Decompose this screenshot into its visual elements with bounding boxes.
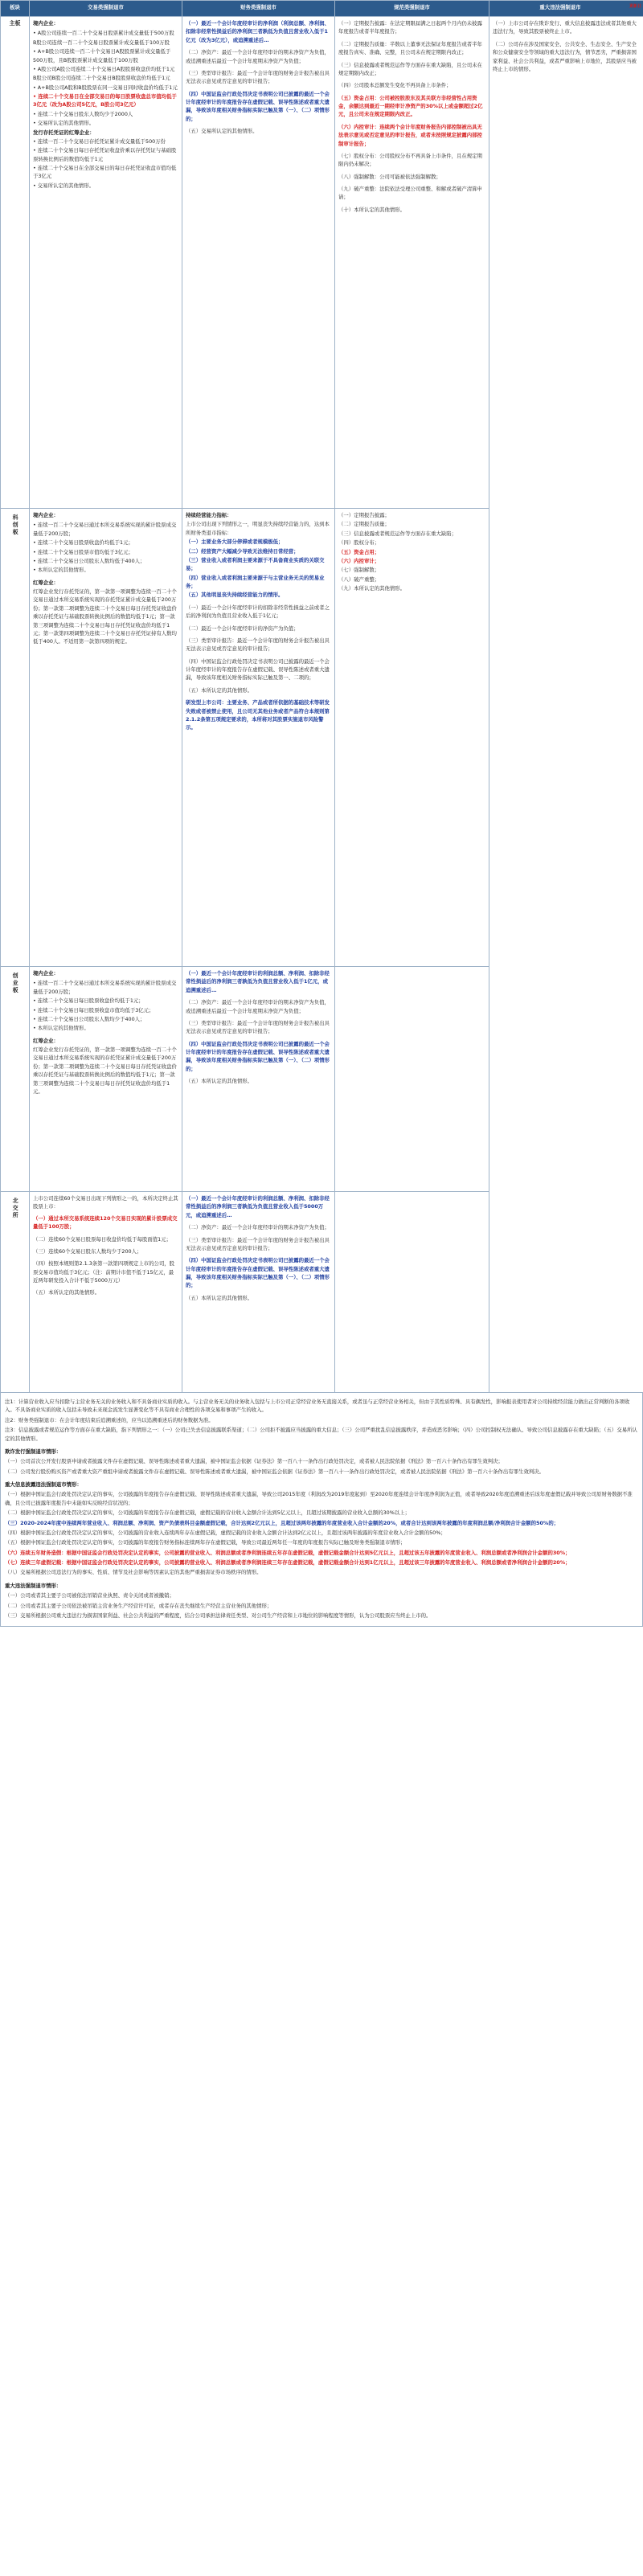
- star-standard-item: （七）强制解散；: [338, 567, 380, 574]
- row-main-board: [1, 17, 643, 509]
- disclosure-item: （七）连续三年虚假记载：根据中国证监会行政处罚决定认定的事实，公司披露的营业收入、利润总额或者净利润连续三年存在虚假记载，虚假记载金额合计达到1亿元以上，且超过该三年披露的年度营业收入、利润总额或者净利润合计金额的20%；: [5, 1559, 571, 1566]
- disclosure-heading: 重大信息披露违法强制退市情形：: [5, 1481, 82, 1488]
- main-standard-item: （七）股权分布：公司股权分布不再具备上市条件，且在规定期限内仍未解决；: [338, 152, 482, 168]
- update-stamp: 更新日: [629, 4, 641, 9]
- fraud-heading: 欺诈发行强制退市情形：: [5, 1448, 62, 1455]
- main-trading-item: • 连续二十个交易日股东人数均少于2000人: [33, 110, 133, 117]
- star-financial-item: （一）最近一个会计年度经审计的扣除非经常性损益之前或者之后的净利润为负值且营业收入低于1亿元；: [186, 604, 330, 620]
- star-financial-item: （三）营业收入或者利润主要来源于不具备商业实质的关联交易；: [186, 556, 325, 572]
- main-trading-item: • 交易所认定的其他情形。: [33, 120, 95, 127]
- disclosure-item: （二）根据中国证监会行政处罚决定认定的事实，公司披露的年度报告存在虚假记载，虚假记载的营业收入金额合计达到5亿元以上，且超过该期披露的营业收入总额的30%以上；: [5, 1509, 410, 1517]
- bse-financial-cell: [182, 1192, 335, 1393]
- main-standard-cell: [335, 17, 489, 509]
- main-trading-item: B股公司连续一百二十个交易日股票累计成交量低于100万股: [33, 39, 170, 46]
- main-trading-subheading: 发行存托凭证的红筹企业：: [33, 129, 95, 136]
- gem-standard-cell: [335, 967, 489, 1192]
- star-financial-item: （二）经营资产大幅减少导致无法维持日常经营；: [186, 547, 299, 555]
- bse-trading-item: （三）连续60个交易日股东人数均少于200人；: [33, 1247, 142, 1255]
- header-violation: 重大违法强制退市 更新日: [489, 1, 643, 17]
- disclosure-item: （三）2020-2024年度中连续两年营业收入、利润总额、净利润、资产负债表科目金额虚假记载，合计达到2亿元以上，且超过该两年披露的年度营业收入合计金额的20%，或者合计达到该两年披露的年度利润总额/净利润合计金额的50%的；: [5, 1519, 559, 1526]
- star-trading-item: • 连续二十个交易日股票市值均低于3亿元；: [33, 548, 133, 555]
- gem-trading-item: 红筹企业发行存托凭证的，第一款第一项调整为连续一百二十个交易日通过本所交易系统实现的存托凭证累计成交量低于200万份；第一款第二项调整为连续二十个交易日每日存托凭证收盘价乘以存托凭证与基础股票转换比例后的数值均低于1元；第一款第三项调整为连续二十个交易日每日存托凭证收盘价均低于1元。: [33, 1046, 177, 1095]
- main-trading-item: • 连续一百二十个交易日存托凭证累计成交量低于500万份: [33, 137, 166, 145]
- bse-trading-item: （五）本所认定的其他情形。: [33, 1289, 100, 1296]
- main-standard-item: （五）资金占用：公司被控股股东及其关联方非经营性占用资金，余额达到最近一期经审计净资产的30%以上或金额超过2亿元，且公司未在规定期限内改正。: [338, 94, 483, 118]
- bse-financial-item: （一）最近一个会计年度经审计的利润总额、净利润、扣除非经常性损益后的净利润三者孰低为负值且营业收入低于5000万元，或追溯重述后…: [186, 1195, 330, 1218]
- main-standard-item: （十）本所认定的其他情形。: [338, 206, 406, 213]
- main-trading-item: • A+B股公司A股和B股股票在同一交易日同时收盘价均低于1元: [33, 84, 178, 91]
- gem-trading-caption: 境内企业：: [33, 970, 59, 977]
- main-trading-item: • 交易所认定的其他情形。: [33, 182, 95, 189]
- table-header-row: [1, 1, 643, 17]
- star-financial-item: （三）类型审计报告：最近一个会计年度的财务会计报告被出具无法表示意见或否定意见的审计报告；: [186, 637, 330, 653]
- disclosure-item: （五）根据中国证监会行政处罚决定认定的事实，公司披露的年度报告财务指标连续两年存在虚假记载，导致公司最近两年任一年度的年度报告实际已触及财务类强制退市情形；: [5, 1539, 406, 1546]
- gem-financial-cell: [182, 967, 335, 1192]
- disclosure-item: （四）根据中国证监会行政处罚决定认定的事实，公司披露的营业收入连续两年存在虚假记载，虚假记载的营业收入金额合计达到2亿元以上，且超过该两年披露的年度营业收入合计金额的50%；: [5, 1529, 446, 1536]
- bse-trading-cell: [30, 1192, 182, 1393]
- main-trading-item: • A股公司A股公司连续二十个交易日A股股票收盘价均低于1元: [33, 65, 175, 72]
- bse-financial-item: （四）中国证监会行政处罚决定书表明公司已披露的最近一个会计年度经审计的年度报告存在虚假记载、误导性陈述或者重大遗漏，导致该年度相关财务指标实际已触及第（一）、（二）项情形的；: [186, 1257, 330, 1289]
- gem-trading-item: • 本所认定的其他情形。: [33, 1025, 89, 1032]
- header-financial: 财务类强制退市: [182, 1, 335, 17]
- star-standard-item: （九）本所认定的其他情形。: [338, 585, 406, 592]
- main-standard-item: （九）破产重整：法院依法受理公司重整、和解或者破产清算申请；: [338, 186, 482, 201]
- gem-trading-item: • 连续二十个交易日每日股票收盘价均低于1元；: [33, 997, 144, 1005]
- header-trading: 交易类强制退市: [30, 1, 182, 17]
- gem-financial-item: （五）本所认定的其他情形。: [186, 1078, 253, 1085]
- gem-financial-item: （一）最近一个会计年度经审计的利润总额、净利润、扣除非经常性损益后的净利润三者孰低为负值且营业收入低于1亿元，或追溯重述后…: [186, 970, 330, 993]
- header-standard: 规范类强制退市: [335, 1, 489, 17]
- main-financial-item: （五）交易所认定的其他情形。: [186, 128, 258, 135]
- star-standard-item: （八）破产重整；: [338, 575, 380, 583]
- main-standard-item: （六）内控审计：连续两个会计年度财务报告内部控制被出具无法表示意见或否定意见的审计报告，或者未按照规定披露内部控制审计报告；: [338, 123, 482, 147]
- main-standard-item: （二）定期报告质量：半数以上董事无法保证年度报告或者半年度报告真实、准确、完整，且公司未在规定期限内改正；: [338, 40, 482, 56]
- gem-trading-item: • 连续二十个交易日每日股票收盘市值均低于3亿元；: [33, 1006, 154, 1014]
- star-financial-item: （四）中国证监会行政处罚决定书表明公司已披露的最近一个会计年度经审计的年度报告存在虚假记载、误导性陈述或者重大遗漏，导致该年度相关财务指标实际已触及第一、二项的；: [186, 657, 330, 682]
- board-star: 科创板: [1, 509, 30, 967]
- star-trading-item: • 本所认定的其他情形。: [33, 567, 89, 574]
- gem-trading-cell: [30, 967, 182, 1192]
- main-standard-item: （一）定期报告披露：在法定期限届满之日起两个月内仍未披露年度报告或者半年度报告；: [338, 20, 482, 35]
- main-financial-item: （二）净资产：最近一个会计年度经审计的期末净资产为负值，或追溯重述后最近一个会计年度期末净资产为负值；: [186, 49, 330, 64]
- star-trading-caption: 境内企业：: [33, 512, 59, 518]
- bse-trading-caption: 上市公司连续60个交易日出现下列情形之一的，本所决定终止其股票上市：: [33, 1195, 178, 1210]
- star-standard-item: （二）定期报告质量；: [338, 521, 390, 528]
- star-standard-item: （一）定期报告披露；: [338, 512, 390, 518]
- bse-trading-item: （四）按照本规则第2.1.3条第一款第四项规定上市的公司，股票交易市值均低于3亿元；（注：前期计市值不低于15亿元，最近两年研发投入合计不低于5000万元）: [33, 1260, 175, 1284]
- star-standard-item: （五）资金占用；: [338, 548, 380, 555]
- major-violation-item: （三）交易所根据公司重大违法行为损害国家利益、社会公共利益的严重程度，结合公司承担法律责任类型、对公司生产经营和上市地位的影响程度等情形，认为公司股票应当终止上市的。: [5, 1612, 432, 1619]
- star-financial-item: （二）最近一个会计年度经审计的净资产为负值；: [186, 625, 299, 632]
- main-trading-item: B股公司B股公司连续二十个交易日B股股票收盘价均低于1元: [33, 75, 170, 82]
- fraud-item: （二）公司发行股份购买资产或者重大资产重组申请或者披露文件存在虚假记载、误导性陈述或者重大遗漏，被中国证监会依据《证券法》第一百八十一条作出行政处罚决定，或者被人民法院依据《刑法》第一百六十条作出有罪生效判决。: [5, 1468, 545, 1475]
- star-financial-cell: [182, 509, 335, 967]
- note-2: 注2：财务类强制退市：在会计年度结束后追溯重述的，应当以追溯重述后的财务数据为准。: [5, 1416, 214, 1423]
- bse-financial-item: （二）净资产：最近一个会计年度经审计的期末净资产为负值；: [186, 1224, 330, 1231]
- star-standard-item: （四）股权分布；: [338, 539, 380, 547]
- gem-trading-subheading: 红筹企业：: [33, 1037, 59, 1044]
- star-financial-item: （五）其他明显丧失持续经营能力的情形。: [186, 592, 284, 599]
- gem-trading-item: • 连续一百二十个交易日通过本所交易系统实现的累计股票成交量低于200万股；: [33, 980, 177, 995]
- main-standard-item: （四）公司股本总额发生变化不再具备上市条件；: [338, 82, 452, 89]
- star-trading-subheading: 红筹企业：: [33, 579, 59, 586]
- main-trading-cell: [30, 17, 182, 509]
- disclosure-item: （八）交易所根据公司违法行为的事实、性质、情节及社会影响等因素认定的其他严重损害证券市场秩序的情形。: [5, 1569, 262, 1576]
- header-board: 板块: [1, 1, 30, 17]
- main-trading-item: • A股公司连续一百二十个交易日股票累计成交量低于500万股: [33, 30, 174, 37]
- gem-trading-item: • 连续二十个交易日公司股东人数均少于400人；: [33, 1015, 145, 1022]
- bse-trading-item: （一）通过本所交易系统连续120个交易日实现的累计股票成交量低于100万股；: [33, 1214, 178, 1231]
- main-trading-item: • 连续二十个交易日每日存托凭证收盘价乘以存托凭证与基础股票转换比例后的数值均低于1元: [33, 147, 177, 162]
- disclosure-item: （六）连续五年财务造假：根据中国证监会行政处罚决定认定的事实，公司披露的营业收入、利润总额或者净利润连续五年存在虚假记载，虚假记载金额合计达到5亿元以上，且超过该五年披露的年度营业收入、利润总额或者净利润合计金额的30%；: [5, 1549, 571, 1556]
- bse-standard-cell: [335, 1192, 489, 1393]
- board-gem: 创业板: [1, 967, 30, 1192]
- star-financial-item: （四）营业收入或者利润主要来源于与主营业务无关的贸易业务；: [186, 574, 325, 589]
- bse-financial-item: （五）本所认定的其他情形。: [186, 1294, 253, 1301]
- main-trading-item: • 连续二十个交易日在全部交易日的每日股票收盘总市值均低于3亿元（改为A股公司5亿元，B股公司3亿元）: [33, 93, 177, 109]
- bse-trading-item: （二）连续60个交易日股票每日收盘价均低于每股面值1元；: [33, 1235, 171, 1243]
- gem-financial-item: （三）类型审计报告：最近一个会计年度的财务会计报告被出具无法表示意见或否定意见的审计报告；: [186, 1019, 330, 1035]
- main-standard-item: （三）信息披露或者规范运作等方面存在重大缺陷，且公司未在规定期限内改正；: [338, 61, 482, 76]
- main-trading-item: • 连续二十个交易日在全部交易日的每日存托凭证收盘市值均低于3亿元: [33, 165, 177, 180]
- major-violation-item: （一）公司或者其主要子公司被依法吊销营业执照、责令关闭或者被撤销；: [5, 1592, 174, 1599]
- gem-financial-item: （四）中国证监会行政处罚决定书表明公司已披露的最近一个会计年度经审计的年度报告存在虚假记载、误导性陈述或者重大遗漏，导致该年度相关财务指标实际已触及第（一）、（二）项情形的；: [186, 1040, 330, 1072]
- star-trading-cell: [30, 509, 182, 967]
- star-financial-item: （一）主要业务大部分停滞或者规模极低；: [186, 539, 284, 546]
- board-main: 主板: [1, 17, 30, 509]
- notes-section: [0, 1393, 643, 1627]
- star-standard-item: （三）信息披露或者规范运作等方面存在重大缺陷；: [338, 530, 457, 537]
- star-trading-item: • 连续二十个交易日股票收盘价均低于1元；: [33, 539, 133, 547]
- fraud-item: （一）公司首次公开发行股票申请或者披露文件存在虚假记载、误导性陈述或者重大遗漏，被中国证监会依据《证券法》第一百八十一条作出行政处罚决定，或者被人民法院依据《刑法》第一百六十条作出有罪生效判决；: [5, 1458, 503, 1465]
- note-3: 注3：信息披露或者规范运作等方面存在重大缺陷，指下列情形之一：（一）公司已失去信息披露联系渠道；（二）公司拒不披露应当披露的重大信息；（三）公司严重扰乱信息披露秩序，并造成恶劣影响；（四）公司控制权无法确认、导致公司信息披露存在重大缺陷；（五）交易所认定的其他情形。: [5, 1427, 637, 1442]
- bse-financial-item: （三）类型审计报告：最近一个会计年度的财务会计报告被出具无法表示意见或否定意见的审计报告；: [186, 1236, 330, 1251]
- star-standard-cell: [335, 509, 489, 967]
- main-financial-item: （三）类型审计报告：最近一个会计年度的财务会计报告被出具无法表示意见或否定意见的审计报告；: [186, 69, 330, 85]
- star-financial-item: （五）本所认定的其他情形。: [186, 686, 253, 694]
- main-trading-item: • A+B股公司连续一百二十个交易日A股股票累计成交量低于500万股，且B股股票累计成交量低于100万股: [33, 48, 171, 63]
- note-1: 注1：计算营业收入应当扣除与主营业务无关的业务收入和不具备商业实质的收入。与主营业务无关的业务收入包括与上市公司正常经营业务无直接关系，或者虽与正常经营业务相关，但由于其性质特殊、具有偶发性，影响报表使用者对公司持续经营能力做出正常判断的各项收入。不具备商业实质的收入包括未导致未来现金流发生显著变化等不具有商业合理性的各项交易和事项产生的收入。: [5, 1399, 630, 1414]
- star-financial-item: 研发型上市公司：主要业务、产品或者所依据的基础技术等研发失败或者被禁止使用，且公司无其他业务或者产品符合本规则第2.1.2条第五项规定要求的，本所将对其股票实施退市风险警示。: [186, 699, 330, 731]
- star-trading-item: • 连续一百二十个交易日通过本所交易系统实现的累计股票成交量低于200万股；: [33, 522, 177, 537]
- main-trading-caption: 境内企业：: [33, 20, 59, 27]
- major-violation-heading: 重大违法强制退市情形：: [5, 1582, 62, 1589]
- main-financial-cell: [182, 17, 335, 509]
- disclosure-item: （一）根据中国证监会行政处罚决定认定的事实，公司披露的年度报告存在虚假记载、误导性陈述或者重大遗漏，导致公司2015年度（利润改为2019年度起到）至2020年度连续会计年度净利润为正值，或者导致2020年度追溯重述后该年度虚假记载并导致公司原财务数据不准确，且公司已披露年度报告中未能如实反映经营状况的；: [5, 1491, 633, 1506]
- main-financial-item: （一）最近一个会计年度经审计的净利润（利润总额、净利润、扣除非经常性损益后的净利润三者孰低为负值且营业收入低于1亿元（改为3亿元），或追溯重述后…: [186, 20, 330, 43]
- main-financial-item: （四）中国证监会行政处罚决定书表明公司已披露的最近一个会计年度经审计的年度报告存在虚假记载、误导性陈述或者重大遗漏，导致该年度相关财务指标实际已触及第（一）、（二）项情形的；: [186, 90, 330, 122]
- star-standard-item: （六）内控审计；: [338, 557, 380, 564]
- star-financial-item: 持续经营能力指标：: [186, 512, 232, 518]
- star-trading-item: • 连续二十个交易日公司股东人数均低于400人；: [33, 557, 145, 564]
- star-trading-item: 红筹企业发行存托凭证的，第一款第一项调整为连续一百二十个交易日通过本所交易系统实现的存托凭证累计成交量低于200万份；第一款第二项调整为连续二十个交易日每日存托凭证收盘价乘以存托凭证与基础股票转换比例后的数值均低于1元；第一款第三项调整为连续二十个交易日每日存托凭证收盘价均低于1元；第一款第四项调整为连续二十个交易日存托凭证持有人数均低于400人。不适用第一款第四项的规定。: [33, 588, 177, 645]
- gem-financial-item: （二）净资产：最近一个会计年度经审计的期末净资产为负值，或追溯重述后最近一个会计年度期末净资产为负值；: [186, 999, 330, 1014]
- violation-cell: [489, 17, 643, 1393]
- board-bse: 北交所: [1, 1192, 30, 1393]
- violation-item: （二）公司存在涉及国家安全、公共安全、生态安全、生产安全和公众健康安全等领域的重大违法行为，情节恶劣，严重损害国家利益、社会公共利益，或者严重影响上市地位，其股票应当被终止上市的情形。: [493, 40, 637, 72]
- major-violation-item: （二）公司或者其主要子公司依法被吊销主营业务生产经营许可证，或者存在丧失继续生产经营主营业务的其他情形；: [5, 1602, 272, 1609]
- main-standard-item: （八）强制解散：公司可能被依法强制解散；: [338, 173, 441, 180]
- violation-item: （一）上市公司存在欺诈发行、重大信息披露违法或者其他重大违法行为，导致其股票被终止上市。: [493, 20, 637, 35]
- star-financial-item: 上市公司出现下列情形之一，明显丧失持续经营能力的，达到本所财务类退市指标：: [186, 521, 330, 536]
